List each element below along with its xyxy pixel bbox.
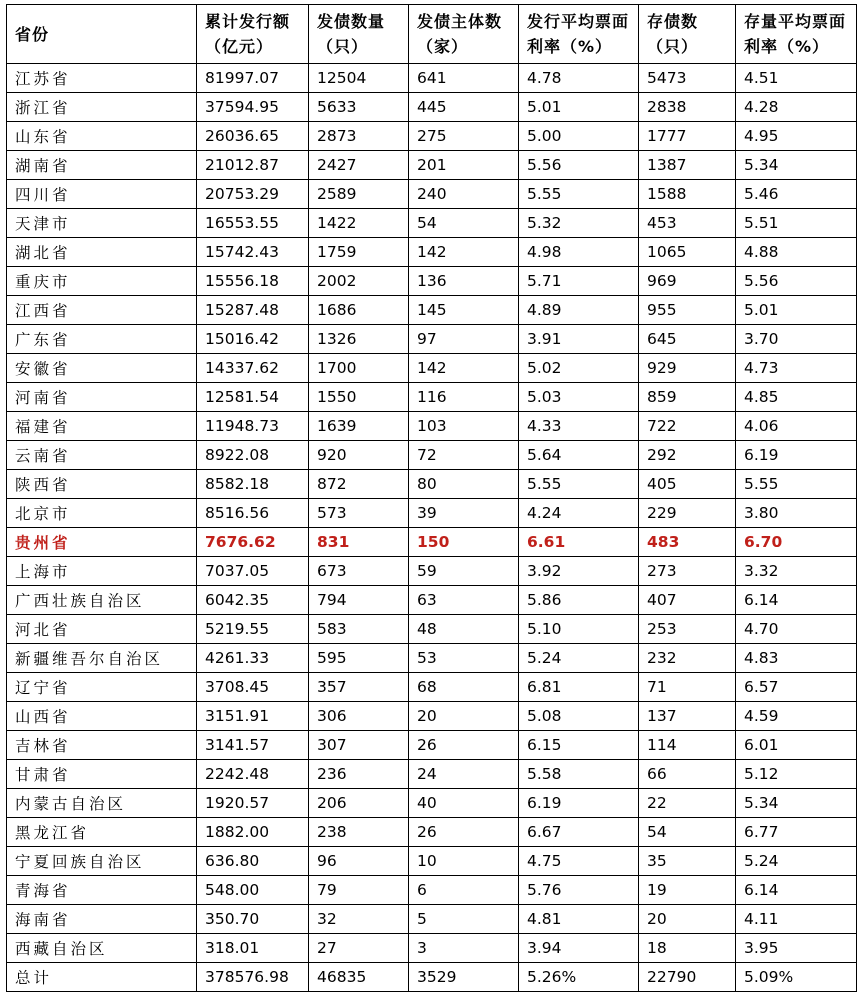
cell-avg-outstanding-rate: 6.14 (736, 586, 857, 615)
cell-avg-outstanding-rate: 3.70 (736, 325, 857, 354)
cell-cumulative-issuance: 11948.73 (197, 412, 309, 441)
cell-avg-issue-rate: 5.26% (519, 963, 639, 992)
cell-cumulative-issuance: 16553.55 (197, 209, 309, 238)
cell-cumulative-issuance: 318.01 (197, 934, 309, 963)
table-row (7, 673, 857, 702)
cell-avg-outstanding-rate: 6.57 (736, 673, 857, 702)
table-row (7, 209, 857, 238)
cell-outstanding-count: 859 (639, 383, 736, 412)
cell-bond-count: 2873 (309, 122, 409, 151)
cell-avg-issue-rate: 3.91 (519, 325, 639, 354)
cell-outstanding-count: 20 (639, 905, 736, 934)
cell-avg-outstanding-rate: 3.95 (736, 934, 857, 963)
cell-cumulative-issuance: 81997.07 (197, 64, 309, 93)
cell-cumulative-issuance: 350.70 (197, 905, 309, 934)
cell-avg-outstanding-rate: 4.95 (736, 122, 857, 151)
cell-cumulative-issuance: 37594.95 (197, 93, 309, 122)
bond-issuance-table (6, 4, 857, 992)
cell-issuer-count: 3 (409, 934, 519, 963)
cell-outstanding-count: 453 (639, 209, 736, 238)
cell-bond-count: 236 (309, 760, 409, 789)
cell-avg-outstanding-rate: 6.19 (736, 441, 857, 470)
cell-outstanding-count: 229 (639, 499, 736, 528)
cell-outstanding-count: 253 (639, 615, 736, 644)
cell-avg-outstanding-rate: 4.88 (736, 238, 857, 267)
table-row (7, 122, 857, 151)
cell-issuer-count: 445 (409, 93, 519, 122)
cell-outstanding-count: 1065 (639, 238, 736, 267)
cell-province: 浙江省 (7, 93, 197, 122)
cell-cumulative-issuance: 7037.05 (197, 557, 309, 586)
cell-avg-issue-rate: 3.92 (519, 557, 639, 586)
cell-province: 河南省 (7, 383, 197, 412)
cell-bond-count: 583 (309, 615, 409, 644)
cell-outstanding-count: 66 (639, 760, 736, 789)
cell-province: 重庆市 (7, 267, 197, 296)
cell-issuer-count: 54 (409, 209, 519, 238)
cell-avg-outstanding-rate: 6.14 (736, 876, 857, 905)
cell-issuer-count: 142 (409, 354, 519, 383)
cell-province: 贵州省 (7, 528, 197, 557)
cell-outstanding-count: 114 (639, 731, 736, 760)
cell-bond-count: 307 (309, 731, 409, 760)
cell-province: 西藏自治区 (7, 934, 197, 963)
cell-province: 新疆维吾尔自治区 (7, 644, 197, 673)
cell-avg-issue-rate: 5.64 (519, 441, 639, 470)
table-row (7, 905, 857, 934)
cell-province: 安徽省 (7, 354, 197, 383)
cell-province: 湖南省 (7, 151, 197, 180)
cell-avg-issue-rate: 5.02 (519, 354, 639, 383)
cell-outstanding-count: 232 (639, 644, 736, 673)
cell-issuer-count: 63 (409, 586, 519, 615)
cell-outstanding-count: 1588 (639, 180, 736, 209)
cell-avg-issue-rate: 5.86 (519, 586, 639, 615)
cell-bond-count: 79 (309, 876, 409, 905)
cell-outstanding-count: 955 (639, 296, 736, 325)
cell-issuer-count: 142 (409, 238, 519, 267)
cell-cumulative-issuance: 3151.91 (197, 702, 309, 731)
cell-avg-outstanding-rate: 4.28 (736, 93, 857, 122)
cell-outstanding-count: 969 (639, 267, 736, 296)
table-row (7, 383, 857, 412)
table-row (7, 818, 857, 847)
bond-table-container (6, 4, 857, 992)
cell-outstanding-count: 273 (639, 557, 736, 586)
cell-cumulative-issuance: 15016.42 (197, 325, 309, 354)
cell-bond-count: 673 (309, 557, 409, 586)
cell-avg-issue-rate: 5.03 (519, 383, 639, 412)
cell-avg-issue-rate: 4.89 (519, 296, 639, 325)
header-issuer-count: 发债主体数（家） (409, 5, 519, 64)
cell-avg-outstanding-rate: 4.83 (736, 644, 857, 673)
cell-province: 广东省 (7, 325, 197, 354)
cell-avg-issue-rate: 5.10 (519, 615, 639, 644)
table-body (7, 64, 857, 992)
cell-bond-count: 27 (309, 934, 409, 963)
cell-outstanding-count: 54 (639, 818, 736, 847)
cell-cumulative-issuance: 548.00 (197, 876, 309, 905)
cell-avg-issue-rate: 3.94 (519, 934, 639, 963)
cell-issuer-count: 201 (409, 151, 519, 180)
cell-avg-outstanding-rate: 5.56 (736, 267, 857, 296)
cell-issuer-count: 150 (409, 528, 519, 557)
table-row (7, 934, 857, 963)
header-bond-count: 发债数量（只） (309, 5, 409, 64)
cell-avg-outstanding-rate: 4.70 (736, 615, 857, 644)
cell-bond-count: 872 (309, 470, 409, 499)
cell-bond-count: 1422 (309, 209, 409, 238)
cell-cumulative-issuance: 20753.29 (197, 180, 309, 209)
cell-province: 内蒙古自治区 (7, 789, 197, 818)
cell-outstanding-count: 19 (639, 876, 736, 905)
cell-avg-issue-rate: 4.24 (519, 499, 639, 528)
table-row (7, 644, 857, 673)
cell-cumulative-issuance: 15287.48 (197, 296, 309, 325)
cell-avg-issue-rate: 4.75 (519, 847, 639, 876)
cell-province: 总计 (7, 963, 197, 992)
table-row (7, 760, 857, 789)
cell-outstanding-count: 2838 (639, 93, 736, 122)
cell-province: 河北省 (7, 615, 197, 644)
cell-issuer-count: 6 (409, 876, 519, 905)
table-row (7, 702, 857, 731)
cell-avg-outstanding-rate: 4.06 (736, 412, 857, 441)
table-row (7, 151, 857, 180)
cell-outstanding-count: 483 (639, 528, 736, 557)
cell-province: 云南省 (7, 441, 197, 470)
cell-bond-count: 357 (309, 673, 409, 702)
cell-bond-count: 1700 (309, 354, 409, 383)
cell-avg-issue-rate: 5.56 (519, 151, 639, 180)
cell-province: 山东省 (7, 122, 197, 151)
cell-avg-outstanding-rate: 6.70 (736, 528, 857, 557)
table-row (7, 731, 857, 760)
cell-province: 上海市 (7, 557, 197, 586)
cell-avg-outstanding-rate: 3.80 (736, 499, 857, 528)
cell-avg-outstanding-rate: 5.12 (736, 760, 857, 789)
cell-avg-issue-rate: 4.33 (519, 412, 639, 441)
header-avg-outstanding-rate: 存量平均票面利率（%） (736, 5, 857, 64)
cell-avg-outstanding-rate: 5.51 (736, 209, 857, 238)
cell-issuer-count: 24 (409, 760, 519, 789)
cell-avg-outstanding-rate: 6.77 (736, 818, 857, 847)
table-row (7, 615, 857, 644)
table-row (7, 586, 857, 615)
cell-province: 福建省 (7, 412, 197, 441)
cell-issuer-count: 103 (409, 412, 519, 441)
cell-outstanding-count: 18 (639, 934, 736, 963)
cell-outstanding-count: 292 (639, 441, 736, 470)
cell-avg-issue-rate: 5.08 (519, 702, 639, 731)
cell-issuer-count: 116 (409, 383, 519, 412)
cell-avg-issue-rate: 5.01 (519, 93, 639, 122)
table-row (7, 847, 857, 876)
cell-bond-count: 1550 (309, 383, 409, 412)
cell-avg-outstanding-rate: 5.46 (736, 180, 857, 209)
cell-bond-count: 46835 (309, 963, 409, 992)
cell-avg-issue-rate: 4.98 (519, 238, 639, 267)
cell-avg-outstanding-rate: 5.24 (736, 847, 857, 876)
cell-bond-count: 1686 (309, 296, 409, 325)
cell-avg-issue-rate: 5.55 (519, 180, 639, 209)
cell-cumulative-issuance: 1882.00 (197, 818, 309, 847)
cell-bond-count: 595 (309, 644, 409, 673)
cell-bond-count: 12504 (309, 64, 409, 93)
cell-outstanding-count: 71 (639, 673, 736, 702)
table-row (7, 180, 857, 209)
cell-avg-issue-rate: 6.67 (519, 818, 639, 847)
cell-avg-outstanding-rate: 4.51 (736, 64, 857, 93)
cell-bond-count: 920 (309, 441, 409, 470)
cell-issuer-count: 240 (409, 180, 519, 209)
cell-avg-outstanding-rate: 5.34 (736, 151, 857, 180)
table-total-row (7, 963, 857, 992)
cell-avg-outstanding-rate: 5.09% (736, 963, 857, 992)
cell-cumulative-issuance: 1920.57 (197, 789, 309, 818)
cell-bond-count: 794 (309, 586, 409, 615)
cell-province: 湖北省 (7, 238, 197, 267)
cell-issuer-count: 26 (409, 731, 519, 760)
cell-avg-outstanding-rate: 4.85 (736, 383, 857, 412)
cell-bond-count: 32 (309, 905, 409, 934)
table-row (7, 267, 857, 296)
cell-bond-count: 238 (309, 818, 409, 847)
cell-outstanding-count: 22 (639, 789, 736, 818)
cell-province: 青海省 (7, 876, 197, 905)
cell-bond-count: 5633 (309, 93, 409, 122)
cell-province: 山西省 (7, 702, 197, 731)
cell-province: 四川省 (7, 180, 197, 209)
cell-outstanding-count: 929 (639, 354, 736, 383)
cell-issuer-count: 59 (409, 557, 519, 586)
table-row (7, 296, 857, 325)
cell-cumulative-issuance: 7676.62 (197, 528, 309, 557)
table-header-row (7, 5, 857, 64)
header-cumulative-issuance: 累计发行额（亿元） (197, 5, 309, 64)
cell-bond-count: 206 (309, 789, 409, 818)
cell-avg-outstanding-rate: 5.55 (736, 470, 857, 499)
cell-province: 江苏省 (7, 64, 197, 93)
cell-cumulative-issuance: 15556.18 (197, 267, 309, 296)
cell-outstanding-count: 645 (639, 325, 736, 354)
cell-issuer-count: 97 (409, 325, 519, 354)
cell-outstanding-count: 407 (639, 586, 736, 615)
cell-issuer-count: 26 (409, 818, 519, 847)
table-row (7, 528, 857, 557)
table-row (7, 789, 857, 818)
cell-province: 海南省 (7, 905, 197, 934)
cell-cumulative-issuance: 636.80 (197, 847, 309, 876)
cell-avg-issue-rate: 6.15 (519, 731, 639, 760)
cell-cumulative-issuance: 5219.55 (197, 615, 309, 644)
cell-issuer-count: 10 (409, 847, 519, 876)
cell-cumulative-issuance: 14337.62 (197, 354, 309, 383)
cell-cumulative-issuance: 15742.43 (197, 238, 309, 267)
cell-avg-issue-rate: 6.61 (519, 528, 639, 557)
cell-avg-outstanding-rate: 4.73 (736, 354, 857, 383)
cell-issuer-count: 641 (409, 64, 519, 93)
table-row (7, 412, 857, 441)
cell-bond-count: 1326 (309, 325, 409, 354)
cell-avg-outstanding-rate: 4.59 (736, 702, 857, 731)
cell-outstanding-count: 722 (639, 412, 736, 441)
cell-issuer-count: 20 (409, 702, 519, 731)
cell-issuer-count: 275 (409, 122, 519, 151)
cell-avg-issue-rate: 5.76 (519, 876, 639, 905)
cell-issuer-count: 68 (409, 673, 519, 702)
cell-bond-count: 1759 (309, 238, 409, 267)
cell-issuer-count: 53 (409, 644, 519, 673)
cell-cumulative-issuance: 26036.65 (197, 122, 309, 151)
cell-bond-count: 2589 (309, 180, 409, 209)
cell-issuer-count: 48 (409, 615, 519, 644)
cell-avg-issue-rate: 5.32 (519, 209, 639, 238)
cell-province: 陕西省 (7, 470, 197, 499)
cell-bond-count: 306 (309, 702, 409, 731)
cell-cumulative-issuance: 3708.45 (197, 673, 309, 702)
cell-avg-outstanding-rate: 5.01 (736, 296, 857, 325)
cell-avg-issue-rate: 4.78 (519, 64, 639, 93)
cell-issuer-count: 136 (409, 267, 519, 296)
cell-avg-issue-rate: 5.00 (519, 122, 639, 151)
cell-avg-issue-rate: 6.19 (519, 789, 639, 818)
cell-province: 天津市 (7, 209, 197, 238)
cell-cumulative-issuance: 8582.18 (197, 470, 309, 499)
cell-issuer-count: 39 (409, 499, 519, 528)
cell-avg-outstanding-rate: 3.32 (736, 557, 857, 586)
table-row (7, 876, 857, 905)
cell-issuer-count: 145 (409, 296, 519, 325)
cell-cumulative-issuance: 2242.48 (197, 760, 309, 789)
cell-cumulative-issuance: 378576.98 (197, 963, 309, 992)
cell-outstanding-count: 35 (639, 847, 736, 876)
cell-cumulative-issuance: 8922.08 (197, 441, 309, 470)
header-avg-issue-rate: 发行平均票面利率（%） (519, 5, 639, 64)
cell-outstanding-count: 5473 (639, 64, 736, 93)
cell-outstanding-count: 405 (639, 470, 736, 499)
cell-avg-issue-rate: 5.24 (519, 644, 639, 673)
cell-cumulative-issuance: 4261.33 (197, 644, 309, 673)
cell-avg-issue-rate: 4.81 (519, 905, 639, 934)
cell-outstanding-count: 1777 (639, 122, 736, 151)
cell-province: 辽宁省 (7, 673, 197, 702)
cell-province: 黑龙江省 (7, 818, 197, 847)
cell-bond-count: 573 (309, 499, 409, 528)
cell-province: 北京市 (7, 499, 197, 528)
cell-bond-count: 831 (309, 528, 409, 557)
cell-avg-outstanding-rate: 6.01 (736, 731, 857, 760)
table-row (7, 470, 857, 499)
table-row (7, 238, 857, 267)
cell-issuer-count: 3529 (409, 963, 519, 992)
cell-province: 广西壮族自治区 (7, 586, 197, 615)
cell-outstanding-count: 22790 (639, 963, 736, 992)
cell-bond-count: 2427 (309, 151, 409, 180)
cell-cumulative-issuance: 12581.54 (197, 383, 309, 412)
cell-cumulative-issuance: 6042.35 (197, 586, 309, 615)
cell-cumulative-issuance: 21012.87 (197, 151, 309, 180)
table-row (7, 64, 857, 93)
cell-province: 宁夏回族自治区 (7, 847, 197, 876)
cell-avg-issue-rate: 6.81 (519, 673, 639, 702)
cell-issuer-count: 80 (409, 470, 519, 499)
cell-province: 甘肃省 (7, 760, 197, 789)
cell-bond-count: 96 (309, 847, 409, 876)
cell-bond-count: 1639 (309, 412, 409, 441)
table-row (7, 441, 857, 470)
cell-avg-issue-rate: 5.55 (519, 470, 639, 499)
header-outstanding-count: 存债数（只） (639, 5, 736, 64)
table-row (7, 557, 857, 586)
cell-outstanding-count: 1387 (639, 151, 736, 180)
table-row (7, 325, 857, 354)
cell-avg-outstanding-rate: 4.11 (736, 905, 857, 934)
table-row (7, 354, 857, 383)
cell-bond-count: 2002 (309, 267, 409, 296)
cell-issuer-count: 40 (409, 789, 519, 818)
table-row (7, 499, 857, 528)
cell-issuer-count: 72 (409, 441, 519, 470)
cell-outstanding-count: 137 (639, 702, 736, 731)
header-province: 省份 (7, 5, 197, 64)
cell-avg-issue-rate: 5.58 (519, 760, 639, 789)
cell-province: 江西省 (7, 296, 197, 325)
table-row (7, 93, 857, 122)
cell-issuer-count: 5 (409, 905, 519, 934)
cell-province: 吉林省 (7, 731, 197, 760)
cell-cumulative-issuance: 8516.56 (197, 499, 309, 528)
cell-avg-outstanding-rate: 5.34 (736, 789, 857, 818)
cell-cumulative-issuance: 3141.57 (197, 731, 309, 760)
cell-avg-issue-rate: 5.71 (519, 267, 639, 296)
